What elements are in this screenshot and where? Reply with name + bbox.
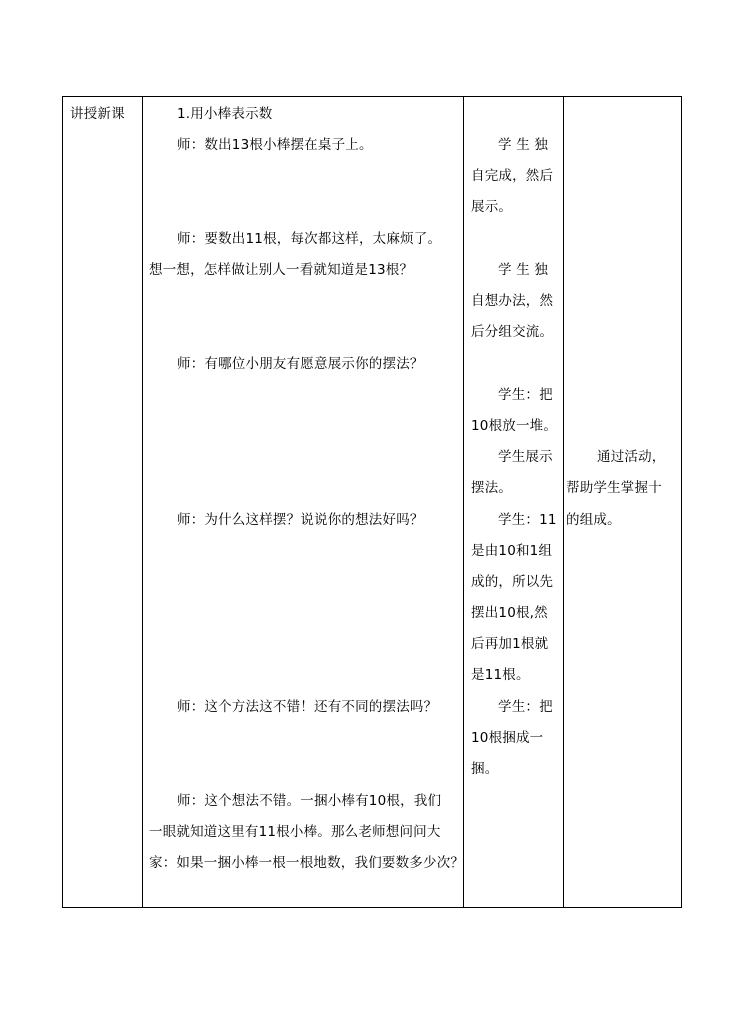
intent-line: 通过活动， (597, 449, 666, 465)
student-line: 后分组交流。 (471, 324, 554, 340)
student-line: 成的，所以先 (471, 574, 554, 590)
student-line: 展示。 (471, 199, 513, 215)
student-line: 自完成，然后 (471, 168, 554, 184)
lesson-plan-table (62, 96, 682, 908)
student-line: 自想办法，然 (471, 293, 554, 309)
student-line: 摆法。 (471, 480, 513, 496)
student-line: 学生：把 (498, 699, 553, 715)
section-cell (63, 97, 142, 907)
student-line: 10根捆成一 (471, 730, 544, 746)
teacher-line: 想一想，怎样做让别人一看就知道是13根？ (149, 262, 414, 278)
student-line: 学生展示 (498, 449, 553, 465)
teacher-line: 师：这个想法不错。一捆小棒有10根，我们 (177, 793, 442, 809)
teacher-line: 师：数出13根小棒摆在桌子上。 (177, 137, 373, 153)
student-line: 是由10和1组 (471, 543, 553, 559)
student-line: 学 生 独 (498, 262, 549, 278)
student-line: 后再加1根就 (471, 636, 549, 652)
student-activity-cell (464, 97, 563, 907)
student-line: 摆出10根,然 (471, 605, 548, 621)
teacher-line: 师：为什么这样摆？说说你的想法好吗？ (177, 512, 424, 528)
student-line: 是11根。 (471, 667, 530, 683)
section-label: 讲授新课 (70, 106, 125, 122)
teacher-line: 师：有哪位小朋友有愿意展示你的摆法？ (177, 356, 424, 372)
intent-line: 的组成。 (566, 512, 621, 528)
design-intent-cell (564, 97, 681, 907)
intent-line: 帮助学生掌握十 (566, 480, 662, 496)
student-line: 捆。 (471, 761, 499, 777)
student-line: 10根放一堆。 (471, 418, 558, 434)
section-title: 1.用小棒表示数 (177, 106, 273, 122)
student-line: 学生：把 (498, 387, 553, 403)
teacher-activity-cell (143, 97, 463, 907)
teacher-line: 一眼就知道这里有11根小棒。那么老师想问问大 (149, 824, 441, 840)
teacher-line: 师：这个方法这不错！还有不同的摆法吗？ (177, 699, 438, 715)
student-line: 学生：11 (498, 512, 557, 528)
teacher-line: 师：要数出11根，每次都这样，太麻烦了。 (177, 231, 442, 247)
teacher-line: 家：如果一捆小棒一根一根地数，我们要数多少次？ (149, 855, 465, 871)
student-line: 学 生 独 (498, 137, 549, 153)
